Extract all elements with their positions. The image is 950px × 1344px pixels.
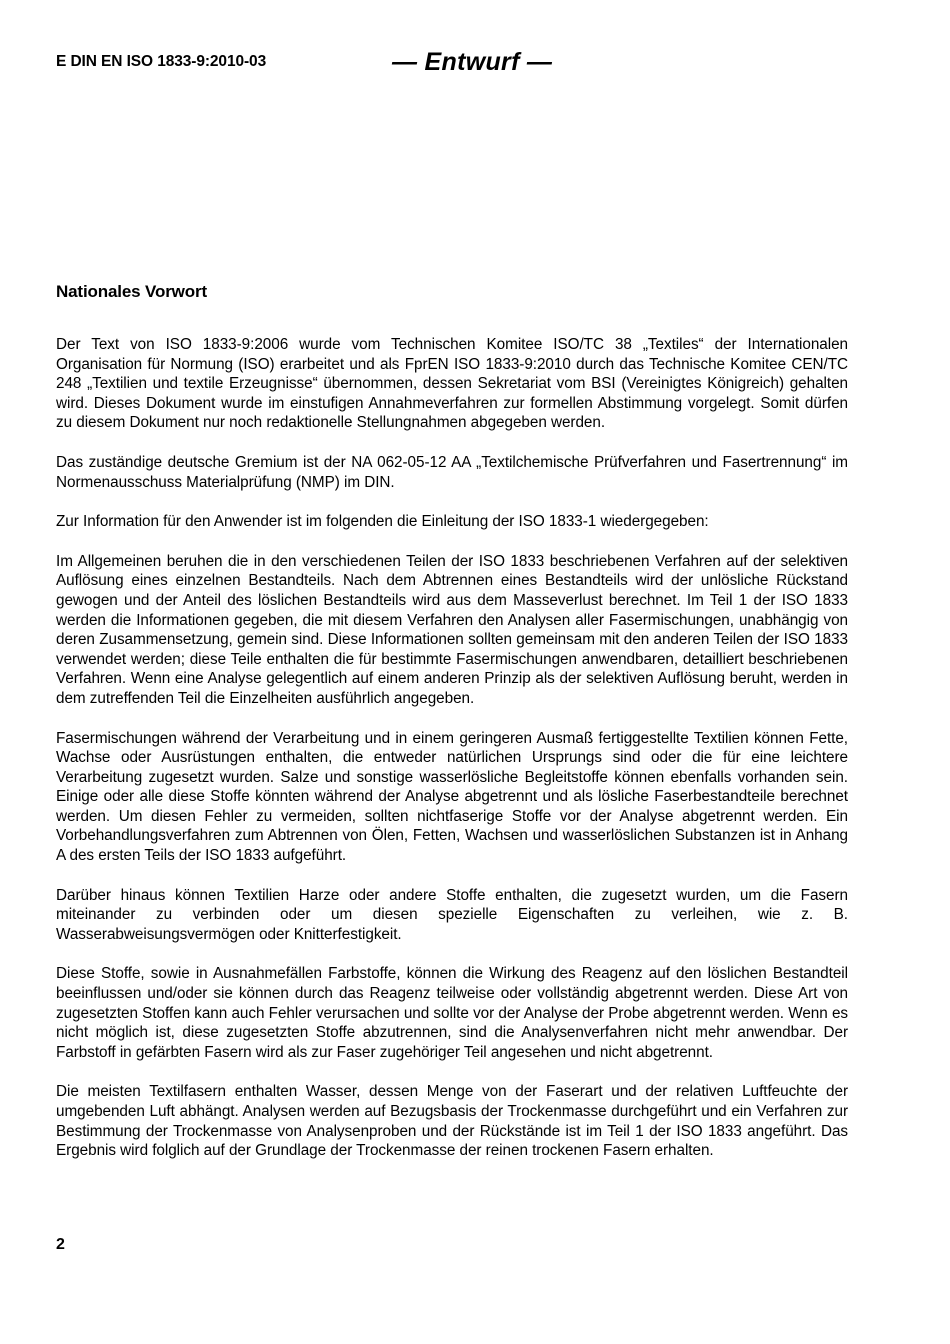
header-standard-number: E DIN EN ISO 1833-9:2010-03: [56, 53, 267, 70]
body-paragraph: Zur Information für den Anwender ist im folgenden die Einleitung der ISO 1833-1 wiedergegeben:: [56, 513, 709, 531]
header-draft-mark: — Entwurf —: [392, 48, 553, 76]
body-paragraph: Die meisten Textilfasern enthalten Wasser, dessen Menge von der Faserart und der relativen Luftfeuchte der umgebenden Luft abhängt. Analysen werden auf Bezugsbasis der Trockenmasse durchgeführt und ein Verfahren zur Bestimmung der Trockenmasse von Analysenproben und der Rückstände ist im Teil 1 der ISO 1833 angeführt. Das Ergebnis wird folglich auf der Grundlage der Trockenmasse der reinen trockenen Fasern erhalten.: [56, 1083, 848, 1160]
page-header: [56, 48, 894, 82]
document-body: [56, 281, 848, 1161]
body-paragraph: Darüber hinaus können Textilien Harze oder andere Stoffe enthalten, die zugesetzt wurden, um die Fasern miteinander zu verbinden oder um diesen spezielle Eigenschaften zu verleihen, wie z. B. Wasserabweisungsvermögen oder Knitterfestigkeit.: [56, 886, 848, 943]
body-paragraph: Diese Stoffe, sowie in Ausnahmefällen Farbstoffe, können die Wirkung des Reagenz auf den löslichen Bestandteil beeinflussen und/oder sie können durch das Reagenz teilweise oder vollständig abgetrennt werden. Diese Art von zugesetzten Stoffen kann auch Fehler verursachen und sollte vor der Analyse der Probe abgetrennt werden. Wenn es nicht möglich ist, diese zugesetzten Stoffe abzutrennen, sind die Analysenverfahren nicht mehr anwendbar. Der Farbstoff in gefärbten Fasern wird als zur Faser zugehöriger Teil angesehen und nicht abgetrennt.: [56, 965, 848, 1061]
page-number: 2: [56, 1236, 65, 1253]
body-paragraph: Der Text von ISO 1833-9:2006 wurde vom Technischen Komitee ISO/TC 38 „Textiles“ der Internationalen Organisation für Normung (ISO) erarbeitet und als FprEN ISO 1833-9:2010 durch das Technische Komitee CEN/TC 248 „Textilien und textile Erzeugnisse“ übernommen, dessen Sekretariat vom BSI (Vereinigtes Königreich) gehalten wird. Dieses Dokument wurde im einstufigen Annahmeverfahren zur formellen Abstimmung vorgelegt. Somit dürfen zu diesem Dokument nur noch redaktionelle Stellungnahmen abgegeben werden.: [56, 336, 848, 432]
section-heading-nationales-vorwort: Nationales Vorwort: [56, 282, 207, 301]
body-paragraph: Fasermischungen während der Verarbeitung und in einem geringeren Ausmaß fertiggestellte Textilien können Fette, Wachse oder Ausrüstungen enthalten, die entweder natürlichen Ursprungs sind oder die für eine leichtere Verarbeitung zugesetzt wurden. Salze und sonstige wasserlösliche Begleitstoffe können ebenfalls vorhanden sein. Einige oder alle diese Stoffe könnten während der Analyse abgetrennt und als lösliche Faserbestandteile berechnet werden. Um diesen Fehler zu vermeiden, sollten nichtfaserige Stoffe vor der Analyse abgetrennt werden. Ein Vorbehandlungsverfahren zum Abtrennen von Ölen, Fetten, Wachsen und wasserlöslichen Substanzen ist in Anhang A des ersten Teils der ISO 1833 aufgeführt.: [56, 729, 848, 865]
body-paragraph: Im Allgemeinen beruhen die in den verschiedenen Teilen der ISO 1833 beschriebenen Verfahren auf der selektiven Auflösung eines einzelnen Bestandteils. Nach dem Abtrennen eines Bestandteils wird der unlösliche Rückstand gewogen und der Anteil des löslichen Bestandteils wird aus dem Masseverlust berechnet. Im Teil 1 der ISO 1833 werden die Informationen gegeben, die mit diesem Verfahren den Analysen aller Fasermischungen, unabhängig von deren Zusammensetzung, gemein sind. Diese Informationen sollten gemeinsam mit den anderen Teilen der ISO 1833 verwendet werden; diese Teile enthalten die für bestimmte Fasermischungen anwendbaren, detailliert beschriebenen Verfahren. Wenn eine Analyse gelegentlich auf einem anderen Prinzip als der selektiven Auflösung beruht, werden in dem zutreffenden Teil die Einzelheiten ausführlich angegeben.: [56, 552, 848, 707]
body-paragraph: Das zuständige deutsche Gremium ist der NA 062-05-12 AA „Textilchemische Prüfverfahren und Fasertrennung“ im Normenausschuss Materialprüfung (NMP) im DIN.: [56, 453, 848, 491]
